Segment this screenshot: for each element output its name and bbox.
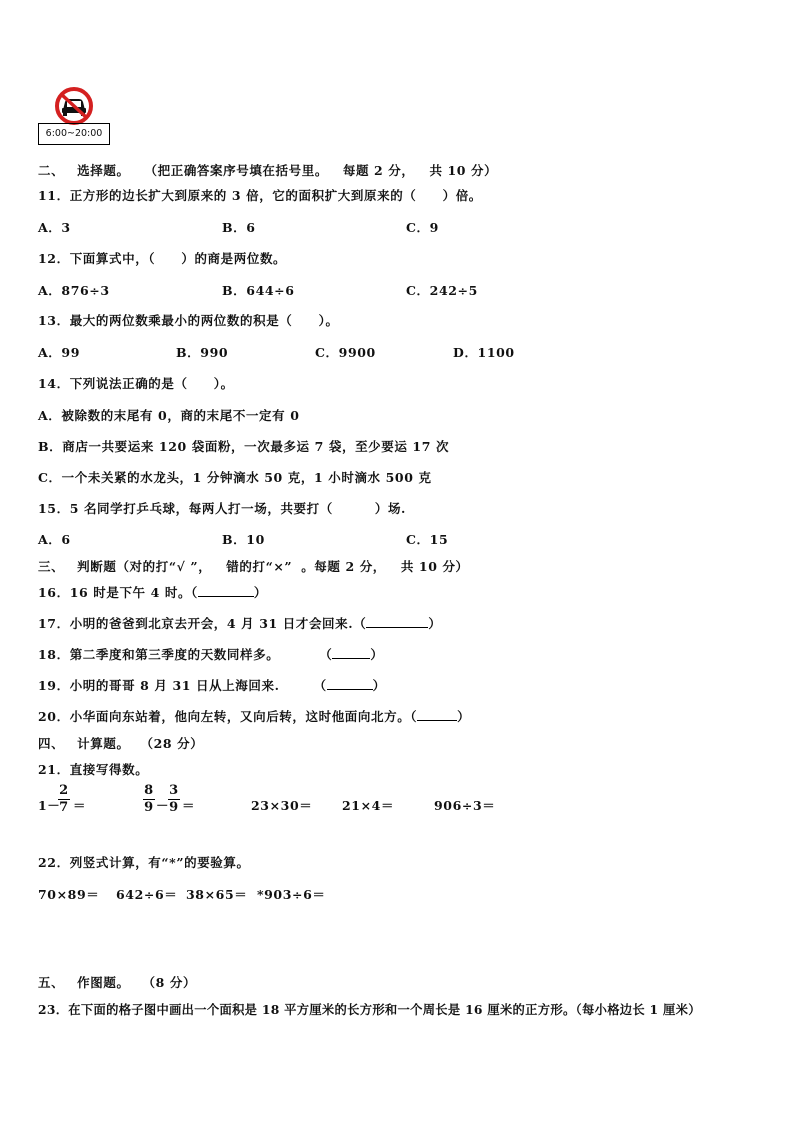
q21-expr4: 21×4＝ bbox=[342, 798, 395, 813]
q21-expr2-equals: ＝ bbox=[182, 798, 196, 813]
close-paren: ） bbox=[370, 647, 384, 662]
section-points: 。每题 2 分， bbox=[301, 559, 386, 574]
answer-blank[interactable] bbox=[417, 709, 457, 721]
denominator: 9 bbox=[169, 800, 179, 815]
q15-option-b: B．10 bbox=[222, 532, 265, 547]
q13-option-a: A．99 bbox=[38, 345, 80, 360]
section-2-heading bbox=[38, 161, 497, 179]
section-instruction: （把正确答案序号填在括号里。 bbox=[144, 163, 328, 178]
section-3-heading bbox=[38, 557, 469, 575]
q22-item-1: 70×89＝ bbox=[38, 887, 100, 902]
q12-option-b: B．644÷6 bbox=[222, 283, 295, 298]
q21-expr1-fraction bbox=[58, 784, 70, 815]
q11-option-b: B．6 bbox=[222, 220, 256, 235]
close-paren: ） bbox=[428, 616, 442, 631]
question-18 bbox=[38, 645, 384, 663]
question-23-stem: 23．在下面的格子图中画出一个面积是 18 平方厘米的长方形和一个周长是 16 厘米的正方形。（每小格边长 1 厘米） bbox=[38, 1002, 701, 1017]
q14-option-b: B．商店一共要运来 120 袋面粉，一次最多运 7 袋，至少要运 17 次 bbox=[38, 439, 450, 454]
denominator: 7 bbox=[59, 800, 69, 815]
section-wrong-mark: 错的打“×” bbox=[226, 559, 293, 574]
question-12-stem: 12．下面算式中，（ ）的商是两位数。 bbox=[38, 251, 287, 266]
section-title: 判断题（对的打“√ ”， bbox=[77, 559, 212, 574]
q17-text: 17．小明的爸爸到北京去开会，4 月 31 日才会回来. bbox=[38, 616, 354, 631]
q12-option-a: A．876÷3 bbox=[38, 283, 110, 298]
q18-text: 18．第二季度和第三季度的天数同样多。 bbox=[38, 647, 280, 662]
close-paren: ） bbox=[457, 709, 471, 724]
numerator: 8 bbox=[144, 783, 154, 798]
section-total: （28 分） bbox=[140, 736, 204, 751]
open-paren: （ bbox=[410, 709, 418, 724]
section-title: 选择题。 bbox=[77, 163, 130, 178]
open-paren: （ bbox=[191, 585, 198, 600]
q13-option-d: D．1100 bbox=[453, 345, 515, 360]
close-paren: ） bbox=[372, 678, 386, 693]
q20-text: 20．小华面向东站着，他向左转，又向后转，这时他面向北方。 bbox=[38, 709, 411, 724]
q12-option-c: C．242÷5 bbox=[406, 283, 478, 298]
q22-item-2: 642÷6＝ bbox=[116, 887, 178, 902]
question-15-stem bbox=[38, 499, 406, 517]
section-4-heading bbox=[38, 734, 203, 752]
q21-expr1-equals: ＝ bbox=[73, 798, 87, 813]
open-paren: （ bbox=[313, 678, 327, 693]
q19-text: 19．小明的哥哥 8 月 31 日从上海回来. bbox=[38, 678, 280, 693]
question-22-stem: 22．列竖式计算，有“*”的要验算。 bbox=[38, 855, 250, 870]
q21-expr2-fraction-2 bbox=[168, 784, 180, 815]
open-paren: （ bbox=[353, 616, 367, 631]
question-11-stem: 11．正方形的边长扩大到原来的 3 倍，它的面积扩大到原来的（ ）倍。 bbox=[38, 188, 482, 203]
question-14-stem: 14．下列说法正确的是（ ）。 bbox=[38, 376, 234, 391]
q21-expr5: 906÷3＝ bbox=[434, 798, 496, 813]
close-paren: ） bbox=[253, 585, 268, 600]
section-title: 计算题。 bbox=[77, 736, 130, 751]
q13-option-b: B．990 bbox=[176, 345, 229, 360]
question-17 bbox=[38, 614, 441, 632]
answer-blank[interactable] bbox=[332, 647, 370, 659]
open-paren: （ bbox=[319, 647, 333, 662]
answer-blank[interactable] bbox=[327, 678, 373, 690]
q14-option-c: C．一个未关紧的水龙头，1 分钟滴水 50 克，1 小时滴水 500 克 bbox=[38, 470, 432, 485]
section-number: 五、 bbox=[38, 975, 65, 990]
question-21-stem: 21．直接写得数。 bbox=[38, 762, 149, 777]
denominator: 9 bbox=[144, 800, 154, 815]
q21-expr3: 23×30＝ bbox=[251, 798, 313, 813]
q15-option-a: A．6 bbox=[38, 532, 71, 547]
section-number: 四、 bbox=[38, 736, 65, 751]
q21-expr2-operator: － bbox=[156, 798, 170, 813]
numerator: 3 bbox=[169, 783, 179, 798]
section-number: 三、 bbox=[38, 559, 65, 574]
q13-option-c: C．9900 bbox=[315, 345, 376, 360]
q11-option-a: A．3 bbox=[38, 220, 71, 235]
q11-option-c: C．9 bbox=[406, 220, 439, 235]
q16-text: 16．16 时是下午 4 时。 bbox=[38, 585, 192, 600]
section-5-heading bbox=[38, 973, 196, 991]
section-number: 二、 bbox=[38, 163, 65, 178]
answer-blank[interactable] bbox=[198, 585, 254, 597]
section-points: 每题 2 分， bbox=[342, 163, 415, 178]
numerator: 2 bbox=[59, 783, 69, 798]
question-20 bbox=[38, 707, 470, 725]
answer-blank[interactable] bbox=[366, 616, 428, 628]
time-restriction-label: 6:00~20:00 bbox=[38, 123, 110, 145]
q22-item-3: 38×65＝ bbox=[186, 887, 248, 902]
section-total: 共 10 分） bbox=[429, 163, 498, 178]
q22-item-4: *903÷6＝ bbox=[257, 887, 326, 902]
q15-stem-before: 15．5 名同学打乒乓球，每两人打一场，共要打（ bbox=[38, 501, 333, 516]
section-title: 作图题。 bbox=[77, 975, 130, 990]
section-total: 共 10 分） bbox=[400, 559, 469, 574]
q21-expr2-fraction-1 bbox=[143, 784, 155, 815]
q15-stem-after: ）场. bbox=[374, 501, 407, 516]
question-19 bbox=[38, 676, 386, 694]
question-13-stem: 13．最大的两位数乘最小的两位数的积是（ ）。 bbox=[38, 313, 339, 328]
q14-option-a: A．被除数的末尾有 0，商的末尾不一定有 0 bbox=[38, 408, 300, 423]
no-cars-sign-icon bbox=[51, 86, 97, 126]
q21-expr1-lead: 1－ bbox=[38, 798, 61, 813]
section-total: （8 分） bbox=[142, 975, 197, 990]
question-16 bbox=[38, 583, 267, 601]
q15-option-c: C．15 bbox=[406, 532, 449, 547]
